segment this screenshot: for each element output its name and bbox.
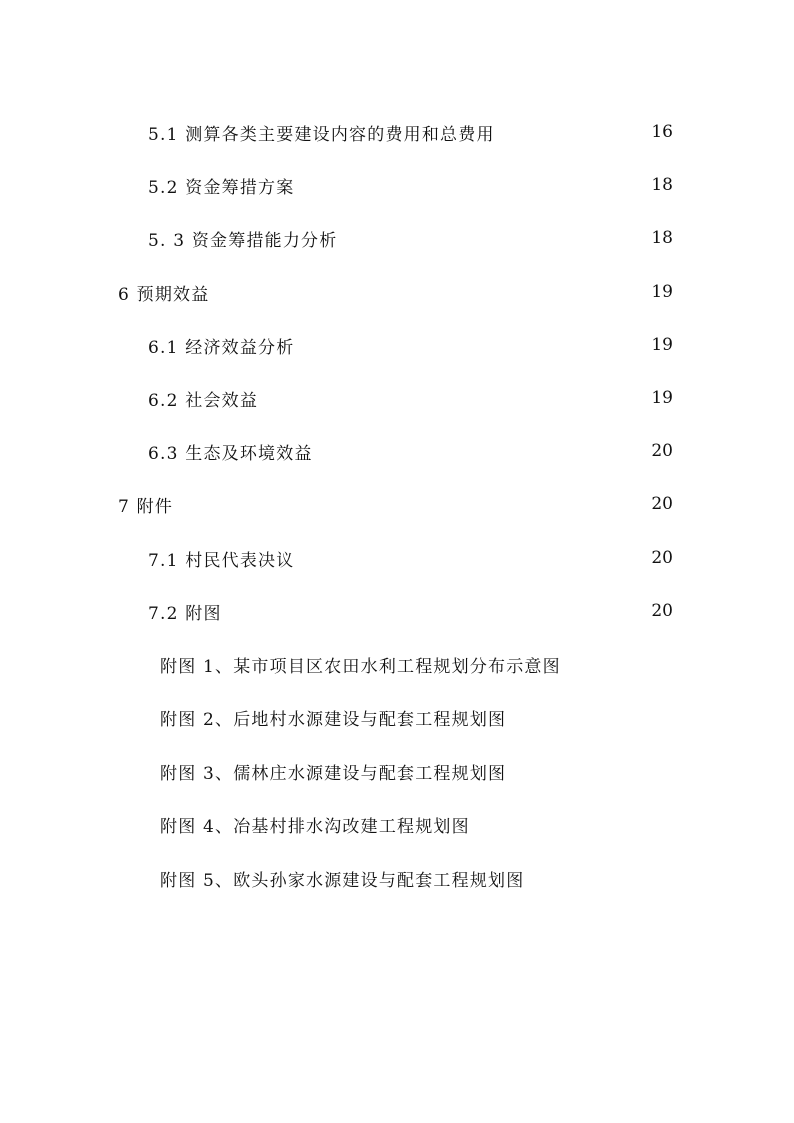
toc-dot-leader	[261, 390, 648, 406]
toc-entry-title: 6.1 经济效益分析	[148, 337, 295, 358]
toc-entry-title: 5.1 测算各类主要建设内容的费用和总费用	[148, 124, 495, 145]
figure-list-item: 附图 4、冶基村排水沟改建工程规划图	[160, 816, 470, 837]
toc-entry-title: 7.1 村民代表决议	[148, 550, 295, 571]
toc-page-number: 20	[651, 494, 673, 514]
toc-page-number: 20	[651, 441, 673, 461]
toc-page-number: 19	[651, 282, 673, 302]
toc-entry[interactable]	[148, 171, 673, 199]
toc-entry[interactable]	[118, 490, 673, 518]
toc-entry-title: 6.2 社会效益	[148, 390, 259, 411]
toc-page-number: 20	[651, 548, 673, 568]
toc-dot-leader	[340, 230, 648, 246]
toc-dot-leader	[316, 443, 649, 459]
toc-entry-title: 6.3 生态及环境效益	[148, 443, 313, 464]
toc-entry[interactable]	[118, 278, 673, 306]
toc-dot-leader	[498, 124, 649, 140]
toc-entry[interactable]	[148, 544, 673, 572]
toc-dot-leader	[176, 496, 648, 512]
toc-page-number: 19	[651, 388, 673, 408]
toc-entry[interactable]	[148, 118, 673, 146]
figure-list-item: 附图 2、后地村水源建设与配套工程规划图	[160, 709, 507, 730]
toc-entry[interactable]	[148, 224, 673, 252]
toc-entry[interactable]	[148, 331, 673, 359]
toc-page-number: 18	[651, 228, 673, 248]
toc-entry-title: 7.2 附图	[148, 603, 222, 624]
toc-entry-title: 5.2 资金筹措方案	[148, 177, 295, 198]
toc-dot-leader	[297, 337, 648, 353]
toc-dot-leader	[297, 550, 648, 566]
toc-page-number: 20	[651, 601, 673, 621]
figure-list-item: 附图 1、某市项目区农田水利工程规划分布示意图	[160, 656, 561, 677]
toc-entry-title: 6 预期效益	[118, 284, 210, 305]
toc-page-number: 19	[651, 335, 673, 355]
figure-list-item: 附图 5、欧头孙家水源建设与配套工程规划图	[160, 870, 525, 891]
toc-entry[interactable]	[148, 597, 673, 625]
toc-entry-title: 5. 3 资金筹措能力分析	[148, 230, 338, 251]
toc-dot-leader	[212, 284, 648, 300]
figure-list-item: 附图 3、儒林庄水源建设与配套工程规划图	[160, 763, 507, 784]
toc-dot-leader	[225, 603, 649, 619]
toc-entry-title: 7 附件	[118, 496, 174, 517]
toc-page-number: 18	[651, 175, 673, 195]
toc-entry[interactable]	[148, 384, 673, 412]
toc-page-number: 16	[651, 122, 673, 142]
toc-entry[interactable]	[148, 437, 673, 465]
toc-dot-leader	[297, 177, 648, 193]
